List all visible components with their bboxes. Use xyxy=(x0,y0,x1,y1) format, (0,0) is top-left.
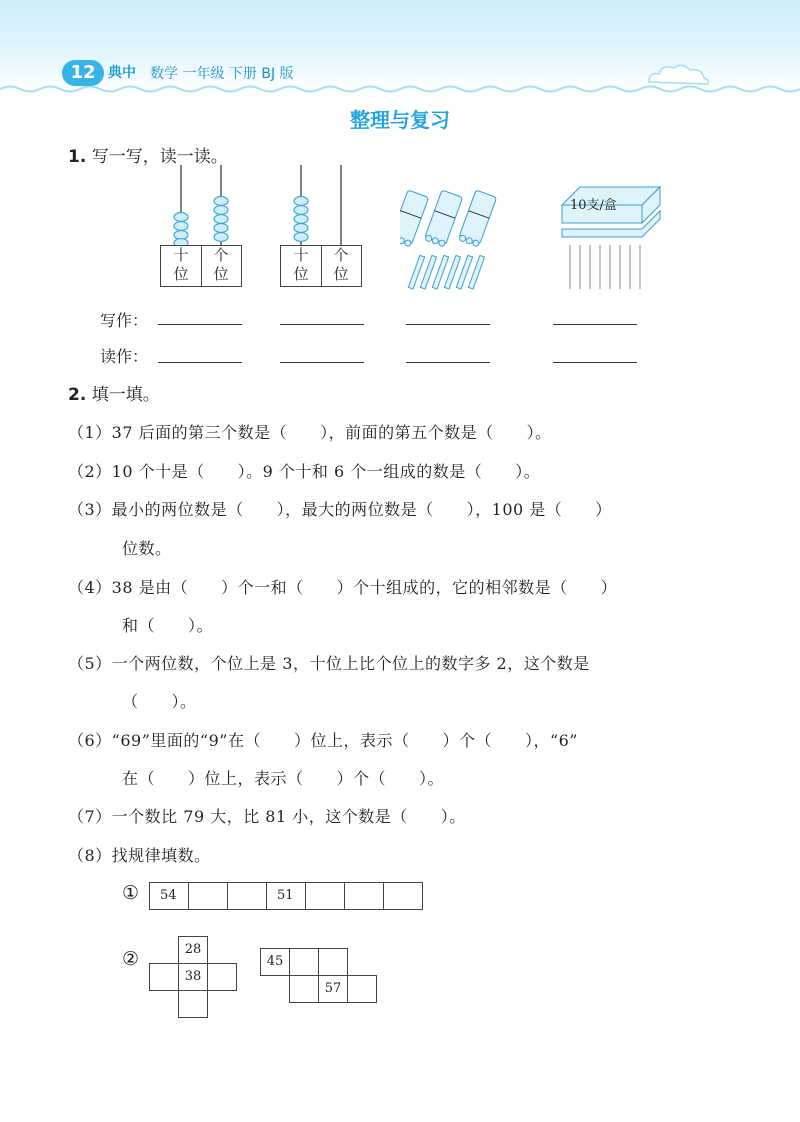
write-blank[interactable] xyxy=(553,324,637,325)
stair-cell[interactable] xyxy=(289,975,319,1003)
read-blank[interactable] xyxy=(553,362,637,363)
q2-item-7: （7）一个数比 79 大，比 81 小，这个数是（ ）。 xyxy=(68,807,466,826)
page-number: 12 xyxy=(62,60,104,86)
q2-number: 2. xyxy=(68,385,87,405)
read-blank[interactable] xyxy=(406,362,490,363)
q2-item-8: （8）找规律填数。 xyxy=(68,846,211,865)
ones-label: 个 位 xyxy=(213,246,229,283)
section-title: 整理与复习 xyxy=(350,108,450,132)
q2-item-6-cont: 在（ ）位上，表示（ ）个（ ）。 xyxy=(122,769,445,788)
cross-right-cell[interactable] xyxy=(207,963,237,991)
logo: 典中 xyxy=(108,65,136,81)
ones-label: 个 位 xyxy=(333,246,349,283)
pattern-1-row xyxy=(150,882,423,910)
q2-item-2: （2）10 个十是（ ）。9 个十和 6 个一组成的数是（ ）。 xyxy=(68,462,541,481)
tens-label: 十 位 xyxy=(281,246,322,286)
read-label: 读作： xyxy=(100,347,149,366)
cross-center-cell: 38 xyxy=(178,963,208,991)
pattern-2-marker: ② xyxy=(122,948,140,970)
q2-item-1: （1）37 后面的第三个数是（ ），前面的第五个数是（ ）。 xyxy=(68,423,552,442)
cross-bottom-cell[interactable] xyxy=(178,990,208,1018)
write-blank[interactable] xyxy=(280,324,364,325)
write-label: 写作： xyxy=(100,311,149,330)
pencil-box-label: 10支/盒 xyxy=(570,198,617,213)
q1-prompt: 写一写，读一读。 xyxy=(91,147,228,167)
pattern-cell[interactable] xyxy=(305,882,345,910)
q2-item-3: （3）最小的两位数是（ ），最大的两位数是（ ），100 是（ ） xyxy=(68,500,612,519)
stick-bundles-illustration xyxy=(400,185,500,290)
tens-label: 十 位 xyxy=(161,246,202,286)
abacus-1-base xyxy=(160,245,242,287)
q2-item-4-cont: 和（ ）。 xyxy=(122,616,214,635)
q2-item-6: （6）“69”里面的“9”在（ ）位上，表示（ ）个（ ），“6” xyxy=(68,731,578,750)
read-blank[interactable] xyxy=(280,362,364,363)
q1-heading xyxy=(68,142,228,167)
q2-heading xyxy=(68,380,160,405)
q2-item-3-cont: 位数。 xyxy=(122,539,172,558)
abacus-2-base xyxy=(280,245,362,287)
stair-cell: 57 xyxy=(318,975,348,1003)
abacus-1 xyxy=(160,165,242,245)
pattern-cell[interactable] xyxy=(383,882,423,910)
pattern-cell[interactable] xyxy=(188,882,228,910)
q2-item-4: （4）38 是由（ ）个一和（ ）个十组成的，它的相邻数是（ ） xyxy=(68,578,618,597)
pattern-1-marker: ① xyxy=(122,882,140,904)
pattern-cell[interactable] xyxy=(344,882,384,910)
read-blank[interactable] xyxy=(158,362,242,363)
stair-cell[interactable] xyxy=(289,948,319,976)
pattern-cell: 51 xyxy=(266,882,306,910)
stair-cell[interactable] xyxy=(318,948,348,976)
cross-top-cell: 28 xyxy=(178,936,208,964)
cloud-icon xyxy=(644,62,714,86)
book-title: 数学 一年级 下册 BJ 版 xyxy=(150,66,294,82)
write-blank[interactable] xyxy=(406,324,490,325)
write-blank[interactable] xyxy=(158,324,242,325)
q2-item-5: （5）一个两位数，个位上是 3，十位上比个位上的数字多 2，这个数是 xyxy=(68,654,590,673)
pattern-cell: 54 xyxy=(149,882,189,910)
abacus-2 xyxy=(280,165,362,245)
pattern-cell[interactable] xyxy=(227,882,267,910)
q2-prompt: 填一填。 xyxy=(91,385,160,405)
stair-cell: 45 xyxy=(260,948,290,976)
cross-left-cell[interactable] xyxy=(149,963,179,991)
stair-cell[interactable] xyxy=(347,975,377,1003)
q1-number: 1. xyxy=(68,147,87,167)
q2-item-5-cont: （ ）。 xyxy=(122,692,197,711)
